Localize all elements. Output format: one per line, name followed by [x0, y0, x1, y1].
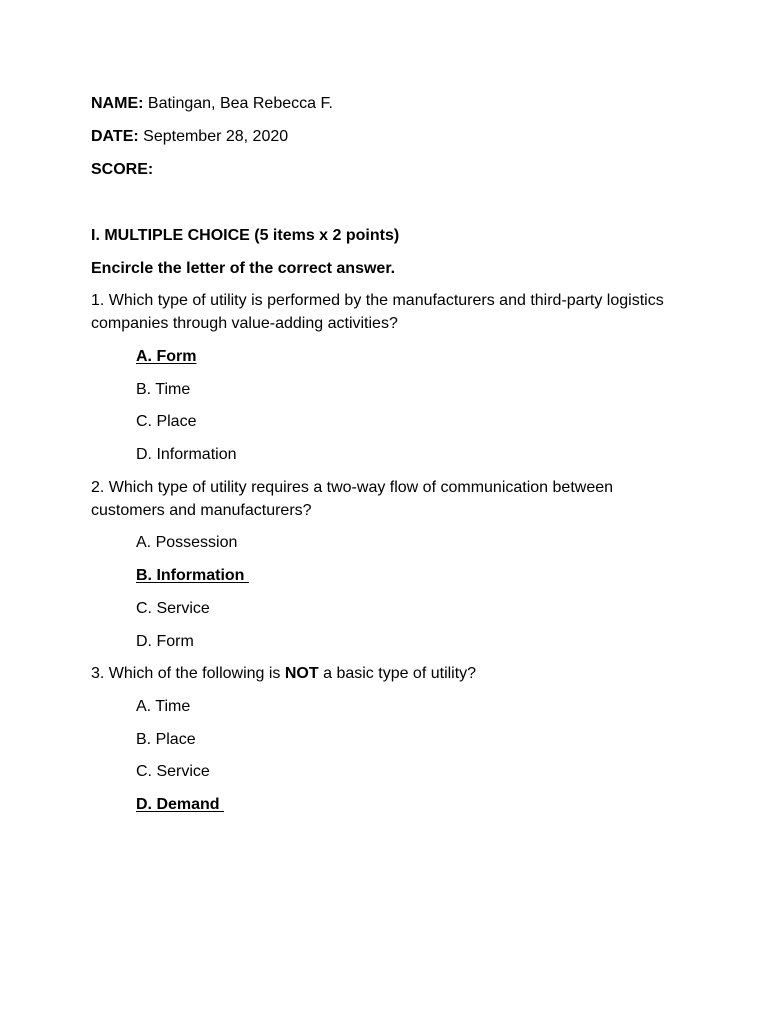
name-label: NAME: [91, 95, 144, 112]
section-instruction: Encircle the letter of the correct answer. [91, 260, 396, 277]
score-line [91, 160, 153, 180]
question-3-text-bold: NOT [284, 665, 319, 682]
question-3-text [91, 664, 476, 684]
name-value: Batingan, Bea Rebecca F. [147, 95, 333, 112]
date-line [91, 127, 288, 147]
question-2-option-d: D. Form [136, 633, 194, 650]
question-1-option-b: B. Time [136, 381, 191, 398]
question-3-option-a: A. Time [136, 698, 191, 715]
score-label: SCORE: [91, 161, 154, 178]
question-1-option-c: C. Place [136, 413, 197, 430]
question-3-text-before: 3. Which of the following is [91, 665, 285, 682]
question-1-option-d: D. Information [136, 446, 237, 463]
section-title: I. MULTIPLE CHOICE (5 items x 2 points) [91, 227, 400, 244]
question-1-option-a: A. Form [136, 348, 197, 365]
question-2-option-b: B. Information [136, 567, 249, 584]
name-line [91, 94, 333, 114]
question-1-text: 1. Which type of utility is performed by the manufacturers and third-party logistics companies through value-adding activities? [91, 292, 664, 332]
question-2-option-c: C. Service [136, 600, 210, 617]
question-3-option-c: C. Service [136, 763, 210, 780]
question-3-option-b: B. Place [136, 731, 196, 748]
question-3-option-d: D. Demand [136, 796, 225, 813]
date-value: September 28, 2020 [143, 128, 289, 145]
question-2-option-a: A. Possession [136, 534, 238, 551]
question-3-text-after: a basic type of utility? [318, 665, 477, 682]
question-2-text: 2. Which type of utility requires a two-way flow of communication between customers and manufacturers? [91, 479, 614, 519]
date-label: DATE: [91, 128, 139, 145]
